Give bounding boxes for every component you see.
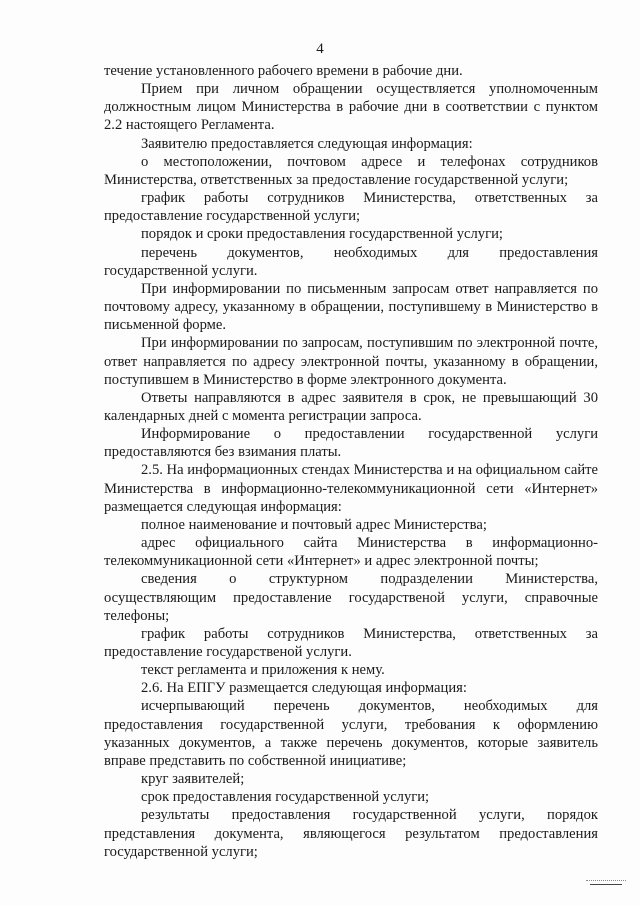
section-2-6-heading: 2.6. На ЕПГУ размещается следующая информация: xyxy=(141,680,467,697)
list-item-service-term: срок предоставления государственной услуги; xyxy=(141,789,430,806)
list-item-website-address: адрес официального сайта Министерства в информационно-телекоммуникационной сети «Интернет» и адрес электронной почты; xyxy=(104,535,598,570)
margin-mark-line xyxy=(590,884,622,885)
list-item-department-info: сведения о структурном подразделении Министерства, осуществляющим предоставление государственой услуги, справочные телефоны; xyxy=(104,571,598,624)
paragraph-continuation: течение установленного рабочего времени в рабочие дни. xyxy=(104,63,463,79)
list-item-document-list: исчерпывающий перечень документов, необходимых для предоставления государственной услуги, требования к оформлению указанных документов, а также перечень документов, которые заявитель вправе представить по собственной инициативе; xyxy=(104,698,598,769)
list-item-procedure: порядок и сроки предоставления государственной услуги; xyxy=(141,226,503,243)
document-body xyxy=(104,62,598,861)
paragraph-info-intro: Заявителю предоставляется следующая информация: xyxy=(141,135,473,152)
list-item-location: о местоположении, почтовом адресе и телефонах сотрудников Министерства, ответственных за предоставление государственной услуги; xyxy=(104,153,598,188)
list-item-applicants: круг заявителей; xyxy=(141,771,245,788)
list-item-documents: перечень документов, необходимых для предоставления государственной услуги. xyxy=(104,244,598,279)
paragraph-response-term: Ответы направляются в адрес заявителя в срок, не превышающий 30 календарных дней с момента регистрации запроса. xyxy=(104,389,598,424)
paragraph-written-requests: При информировании по письменным запросам ответ направляется по почтовому адресу, указанному в обращении, поступившему в Министерство в письменной форме. xyxy=(104,280,598,334)
paragraph-reception: Прием при личном обращении осуществляется уполномоченным должностным лицом Министерства в рабочие дни в соответствии с пунктом 2.2 настоящего Регламента. xyxy=(104,81,598,134)
margin-mark-dotted xyxy=(586,880,626,881)
paragraph-free-of-charge: Информирование о предоставлении государственной услуги предоставляются без взимания платы. xyxy=(104,426,598,461)
paragraph-email-requests: При информировании по запросам, поступившим по электронной почте, ответ направляется по адресу электронной почты, указанному в обращении, поступившем в Министерство в форме электронного документа. xyxy=(104,335,598,388)
list-item-service-results: результаты предоставления государственной услуги, порядок представления документа, являющегося результатом предоставления государственной услуги; xyxy=(104,807,598,860)
section-2-5-heading: 2.5. На информационных стендах Министерства и на официальном сайте Министерства в информационно-телекоммуникационной сети «Интернет» размещается следующая информация: xyxy=(104,462,598,515)
list-item-staff-schedule: график работы сотрудников Министерства, ответственных за предоставление государственой услуги. xyxy=(104,625,598,660)
list-item-schedule: график работы сотрудников Министерства, ответственных за предоставление государственной услуги; xyxy=(104,190,598,225)
page-number: 4 xyxy=(316,41,324,57)
list-item-regulation-text: текст регламента и приложения к нему. xyxy=(141,662,385,679)
list-item-full-name: полное наименование и почтовый адрес Министерства; xyxy=(141,516,487,533)
